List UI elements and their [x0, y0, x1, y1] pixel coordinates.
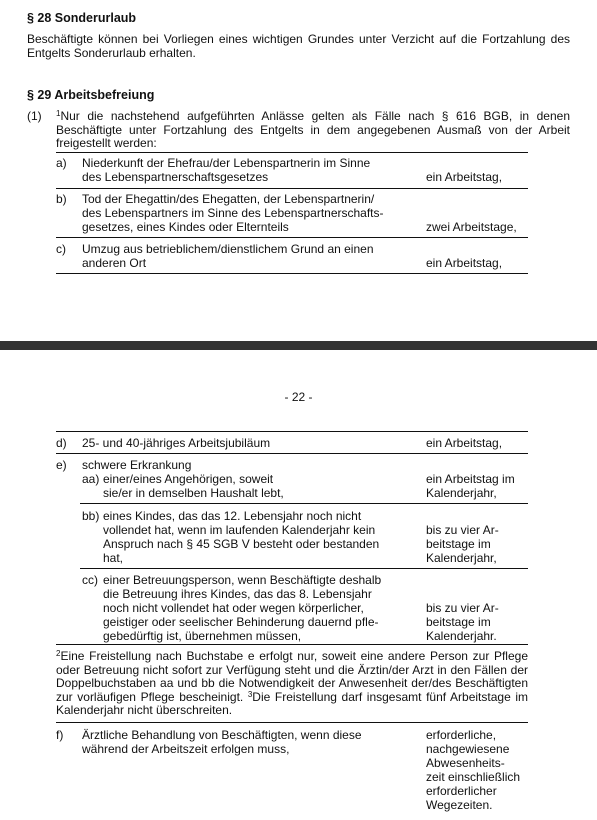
item-value: beitstage im [426, 615, 491, 629]
item-value: bis zu vier Ar- [426, 523, 499, 537]
item-text: eines Kindes, das das 12. Lebensjahr noch nicht [103, 509, 362, 523]
item-value: beitstage im [426, 537, 491, 551]
page-break [0, 341, 597, 350]
item-label: b) [56, 192, 67, 206]
item-e-bb [56, 510, 528, 568]
item-value: ein Arbeitstag, [426, 170, 503, 184]
sentence-number: 2 [56, 649, 61, 658]
e-note [56, 650, 528, 718]
item-e-cc [56, 574, 528, 644]
item-text: gebedürftig ist, übernehmen müssen, [103, 629, 302, 643]
item-label: f) [56, 728, 64, 742]
item-text: sie/er in demselben Haushalt lebt, [103, 486, 284, 500]
item-value: Kalenderjahr. [426, 629, 497, 643]
item-label: d) [56, 436, 67, 450]
item-value: erforderlicher [426, 784, 497, 798]
divider [80, 568, 528, 569]
item-label: e) [56, 458, 67, 472]
item-text: geistiger oder seelischer Behinderung dauernd pfle- [103, 615, 379, 629]
divider [80, 503, 528, 504]
sentence-number: 1 [56, 109, 61, 118]
divider [56, 722, 528, 723]
divider [56, 453, 528, 454]
item-text: Ärztliche Behandlung von Beschäftigten, wenn diese [82, 728, 362, 742]
divider [56, 644, 528, 645]
intro-text: Nur die nachstehend aufgeführten Anlässe gelten als Fälle nach § 616 BGB, in denen Beschäftigte unter Fortzahlung des Entgelts in dem angegebenen Ausmaß von der Arbeit freigestellt werden: [56, 109, 570, 150]
divider [56, 273, 528, 274]
item-text: Niederkunft der Ehefrau/der Lebenspartnerin im Sinne [82, 156, 371, 170]
sentence-number: 3 [247, 689, 253, 699]
note-text: Die Freistellung darf insgesamt fünf Arbeitstage im Kalenderjahr nicht überschreiten. [56, 689, 528, 717]
note-text: Eine Freistellung nach Buchstabe e erfolgt nur, soweit eine andere Person zur Pflege oder Betreuung nicht sofort zur Verfügung steht und die Ärztin/der Arzt in den Fällen der Doppelbuchstaben aa und bb die Notwendigkeit der Anwesenheit der/des Beschäftigten zur vorläufigen Pflege bescheinigt. [56, 649, 528, 704]
sub-item-label: cc) [82, 573, 98, 587]
item-value: erforderliche, [426, 728, 497, 742]
item-b [56, 193, 528, 237]
item-title: schwere Erkrankung [82, 458, 192, 472]
item-text: einer Betreuungsperson, wenn Beschäftigte deshalb [103, 573, 382, 587]
item-value: Abwesenheits- [426, 756, 505, 770]
item-text: Anspruch nach § 45 SGB V besteht oder bestanden [103, 537, 380, 551]
divider [56, 431, 528, 432]
paragraph-number: (1) [27, 109, 42, 123]
item-a [56, 157, 528, 187]
section-29-intro [56, 110, 570, 151]
divider [56, 152, 528, 153]
divider [56, 237, 528, 238]
item-text: des Lebenspartnerschaftsgesetzes [82, 170, 269, 184]
item-text: Tod der Ehegattin/des Ehegatten, der Lebenspartnerin/ [82, 192, 375, 206]
item-value: nachgewiesene [426, 742, 510, 756]
sub-item-label: bb) [82, 509, 100, 523]
item-value: zwei Arbeitstage, [426, 220, 517, 234]
item-label: a) [56, 156, 67, 170]
section-29-heading: § 29 Arbeitsbefreiung [27, 88, 155, 102]
item-f [56, 729, 528, 815]
item-text: gesetzes, eines Kindes oder Elternteils [82, 220, 289, 234]
item-e [56, 459, 528, 507]
item-text: vollendet hat, wenn im laufenden Kalenderjahr kein [103, 523, 376, 537]
item-label: c) [56, 242, 66, 256]
item-text: des Lebenspartners im Sinne des Lebenspartnerschafts- [82, 206, 384, 220]
sub-item-label: aa) [82, 472, 100, 486]
item-c [56, 243, 528, 273]
item-text: einer/eines Angehörigen, soweit [103, 472, 274, 486]
section-28-heading: § 28 Sonderurlaub [27, 11, 137, 25]
item-text: noch nicht vollendet hat oder wegen körperlicher, [103, 601, 364, 615]
item-value: Wegezeiten. [426, 798, 493, 812]
divider [56, 188, 528, 189]
item-value: zeit einschließlich [426, 770, 521, 784]
item-text: während der Arbeitszeit erfolgen muss, [82, 742, 290, 756]
item-value: Kalenderjahr, [426, 486, 497, 500]
item-value: Kalenderjahr, [426, 551, 497, 565]
item-text: anderen Ort [82, 256, 147, 270]
item-text: die Betreuung ihres Kindes, das das 8. Lebensjahr [103, 587, 372, 601]
item-d [56, 437, 528, 453]
item-value: ein Arbeitstag im [426, 472, 515, 486]
item-value: bis zu vier Ar- [426, 601, 499, 615]
item-text: Umzug aus betrieblichem/dienstlichem Grund an einen [82, 242, 374, 256]
item-value: ein Arbeitstag, [426, 436, 503, 450]
page-number: - 22 - [284, 390, 313, 404]
item-text: hat, [103, 551, 124, 565]
section-28-text: Beschäftigte können bei Vorliegen eines wichtigen Grundes unter Verzicht auf die Fortzahlung des Entgelts Sonderurlaub erhalten. [27, 32, 570, 60]
item-text: 25- und 40-jähriges Arbeitsjubiläum [82, 436, 271, 450]
item-value: ein Arbeitstag, [426, 256, 503, 270]
